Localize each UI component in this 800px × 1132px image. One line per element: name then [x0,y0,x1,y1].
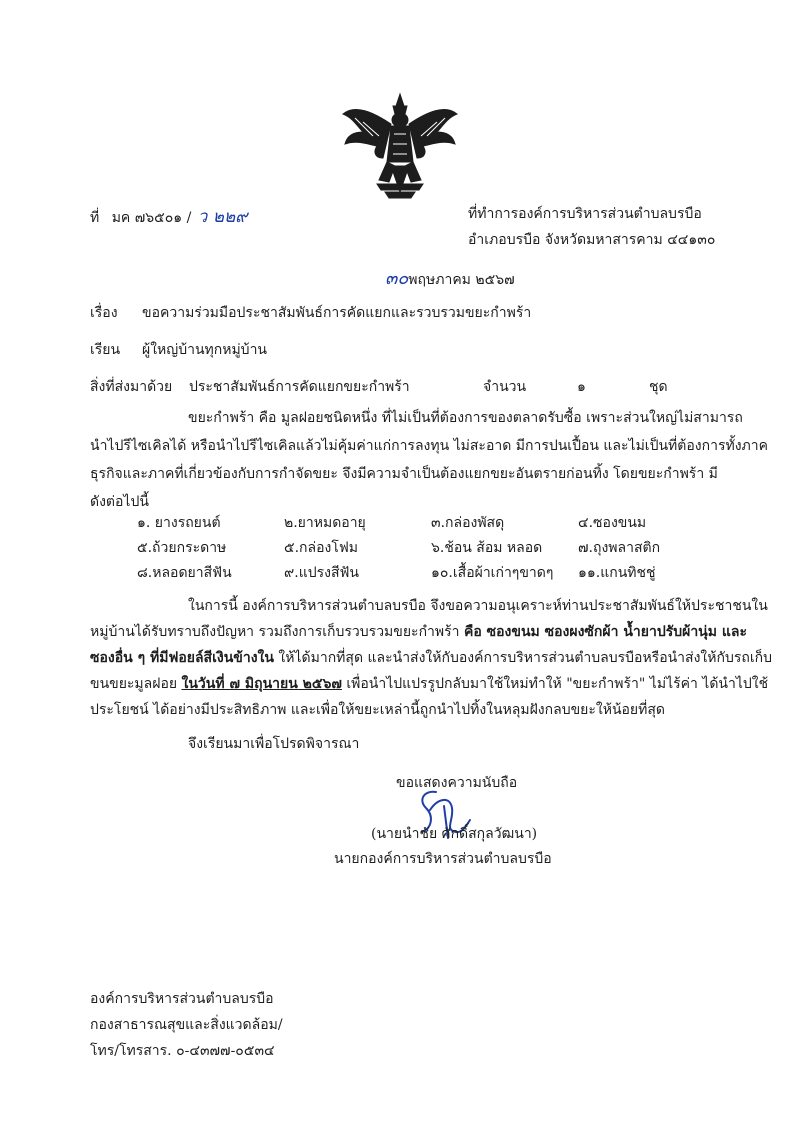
para2-line2 [90,618,747,646]
para2-line3 [90,644,772,672]
enclosure-item: ประชาสัมพันธ์การคัดแยกขยะกำพร้า [189,379,410,395]
waste-item: ๙.แปรงสีฟัน [284,565,359,581]
para2-line3-bold: ซองอื่น ๆ ที่มีฟอยล์สีเงินข้างใน [90,650,274,666]
reference-number [90,203,248,230]
para2-line4-rest: เพื่อนำไปแปรรูปกลับมาใช้ใหม่ทำให้ "ขยะกำพร้า" ไม่ไร้ค่า ได้นำไปใช้ [341,676,769,692]
footer-phone: โทร/โทรสาร. ๐-๔๓๗๗-๐๕๓๔ [90,1043,275,1059]
subject-text: ขอความร่วมมือประชาสัมพันธ์การคัดแยกและรวบรวมขยะกำพร้า [142,305,532,321]
date-month-year: พฤษภาคม ๒๕๖๗ [408,272,515,288]
date-handwritten-day: ๓๐ [385,268,409,289]
office-address-line2: อำเภอบรบือ จังหวัดมหาสารคาม ๔๔๑๓๐ [468,232,716,248]
para2-line1: ในการนี้ องค์การบริหารส่วนตำบลบรบือ จึงขอความอนุเคราะห์ท่านประชาสัมพันธ์ให้ประชาชนใน [188,598,768,614]
enclosure-qty: ๑ [577,379,586,395]
enclosure-qty-label: จำนวน [483,379,527,395]
footer-org: องค์การบริหารส่วนตำบลบรบือ [90,991,274,1007]
footer-contact [90,986,283,1064]
para2-line2-text: หมู่บ้านได้รับทราบถึงปัญหา รวมถึงการเก็บรวบรวมขยะกำพร้า [90,624,464,640]
subject-line [90,302,532,324]
garuda-emblem [333,92,467,202]
waste-item: ๕.กล่องโฟม [284,540,359,556]
waste-item: ๕.ถ้วยกระดาษ [137,540,227,556]
waste-item: ๖.ช้อน ส้อม หลอด [431,540,543,556]
waste-item: ๒.ยาหมดอายุ [284,515,366,531]
letter-date [385,263,515,292]
para2-line2-bold: คือ ซองขนม ซองผงซักผ้า น้ำยาปรับผ้านุ่ม และ [463,624,747,640]
waste-item: ๓.กล่องพัสดุ [431,515,505,531]
para1-line2: นำไปรีไซเคิลได้ หรือนำไปรีไซเคิลแล้วไม่คุ้มค่าแก่การลงทุน ไม่สะอาด มีการปนเปื้อน และไม่เป็นที่ต้องการทั้งภาค [90,438,768,454]
para2-line4 [90,670,768,698]
waste-item: ๔.ซองขนม [578,515,647,531]
enclosure-line [90,376,710,398]
signatory-name: (นายนำชัย ศักดิ์สกุลวัฒนา) [371,826,538,842]
para1-line1: ขยะกำพร้า คือ มูลฝอยชนิดหนึ่ง ที่ไม่เป็นที่ต้องการของตลาดรับซื้อ เพราะส่วนใหญ่ไม่สามารถ [188,410,743,426]
closing-line: จึงเรียนมาเพื่อโปรดพิจารณา [188,736,360,752]
enclosure-label: สิ่งที่ส่งมาด้วย [90,379,173,395]
para2-line3-text: ให้ได้มากที่สุด และนำส่งให้กับองค์การบริหารส่วนตำบลบรบือหรือนำส่งให้กับรถเก็บ [273,650,772,666]
para2-line4-text: ขนขยะมูลฝอย [90,676,182,692]
waste-item: ๘.หลอดยาสีฟัน [137,565,232,581]
signatory-position: นายกองค์การบริหารส่วนตำบลบรบือ [334,851,552,867]
ref-handwritten: ว ๒๒๙ [197,207,248,227]
regards-line: ขอแสดงความนับถือ [396,775,518,791]
para2-line5: ประโยชน์ ได้อย่างมีประสิทธิภาพ และเพื่อให้ขยะเหล่านี้ถูกนำไปทิ้งในหลุมฝังกลบขยะให้น้อยที่สุด [90,702,665,718]
subject-label: เรื่อง [90,305,118,321]
waste-item: ๑๑.แกนทิชชู่ [578,565,656,581]
ref-number: มค ๗๖๕๐๑ / [111,210,192,226]
footer-division: กองสาธารณสุขและสิ่งแวดล้อม/ [90,1017,283,1033]
ref-label: ที่ [90,210,100,226]
waste-item: ๑๐.เสื้อผ้าเก่าๆขาดๆ [431,565,554,581]
recipient-line [90,339,267,361]
para1-line3: ธุรกิจและภาคที่เกี่ยวข้องกับการกำจัดขยะ จึงมีความจำเป็นต้องแยกขยะอันตรายก่อนทิ้ง โดยขยะกำพร้า มี [90,466,718,482]
waste-item: ๑. ยางรถยนต์ [137,515,221,531]
para1-line4: ดังต่อไปนี้ [90,494,149,510]
enclosure-unit: ชุด [649,379,668,395]
recipient-label: เรียน [90,342,121,358]
collection-date: ในวันที่ ๗ มิถุนายน ๒๕๖๗ [181,676,342,692]
waste-item: ๗.ถุงพลาสติก [578,540,661,556]
recipient-text: ผู้ใหญ่บ้านทุกหมู่บ้าน [142,342,267,358]
office-address-line1: ที่ทำการองค์การบริหารส่วนตำบลบรบือ [468,206,702,222]
